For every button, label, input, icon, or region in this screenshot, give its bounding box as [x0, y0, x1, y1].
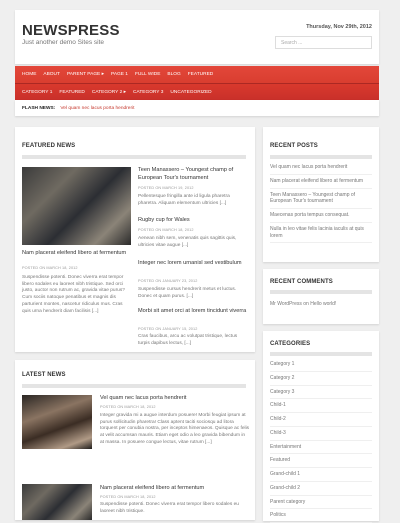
category-link[interactable]: Child-3: [270, 427, 372, 441]
nav-item[interactable]: HOME: [22, 72, 37, 77]
latest-post-meta: POSTED ON MARCH 18, 2012: [100, 405, 156, 409]
site-header: [15, 10, 379, 64]
section-divider: [270, 155, 372, 159]
featured-main-post-title[interactable]: Nam placerat eleifend libero at fermentum: [22, 250, 127, 256]
featured-post-title[interactable]: Integer nec lorem urnanisl sed vestibulum: [138, 260, 242, 266]
section-divider: [270, 290, 372, 294]
featured-post-excerpt: Suspendisse cursus hendrerit metus et luctus. Donec et quam purus. [...]: [138, 287, 237, 299]
comment-on-text: on: [303, 301, 309, 307]
recent-posts-widget: [263, 127, 379, 262]
main-navigation: [15, 66, 379, 100]
featured-post-title[interactable]: Teen Manassero – Youngest champ of European Tour's tournament: [138, 167, 234, 181]
category-nav-item[interactable]: CATEGORY 1: [22, 89, 53, 95]
category-link[interactable]: Grand-child 1: [270, 468, 372, 482]
latest-post-image[interactable]: [22, 395, 92, 449]
category-link[interactable]: Entertainment: [270, 441, 372, 455]
recent-posts-list: [270, 161, 372, 243]
nav-item[interactable]: FEATURED: [187, 72, 214, 77]
current-date: Thursday, Nov 29th, 2012: [306, 24, 372, 30]
category-link[interactable]: Featured: [270, 454, 372, 468]
recent-comment: [270, 301, 372, 308]
nav-item[interactable]: ABOUT: [43, 72, 60, 77]
section-divider: [270, 352, 372, 356]
nav-item[interactable]: PARENT PAGE ▸: [66, 72, 104, 77]
latest-post-title[interactable]: Vel quam nec lacus porta hendrerit: [100, 395, 187, 401]
recent-post-link[interactable]: Nulla in leo vitae felis lacinia iaculis at quis lorem: [270, 223, 372, 244]
latest-news-title: LATEST NEWS: [22, 372, 66, 378]
featured-post-excerpt: Cras faucibus, arcu ac volutpat tristique, lectus turpis dapibus lectus, [...]: [138, 334, 238, 346]
primary-menu: [15, 66, 379, 83]
category-link[interactable]: Parent category: [270, 496, 372, 510]
comment-post-link[interactable]: Hello world!: [310, 301, 337, 307]
recent-comments-widget: [263, 269, 379, 324]
category-link[interactable]: Grand-child 2: [270, 482, 372, 496]
latest-post-meta: POSTED ON MARCH 18, 2012: [100, 495, 156, 499]
comment-author-link[interactable]: Mr WordPress: [270, 301, 302, 307]
section-divider: [22, 155, 246, 159]
search-input[interactable]: Search ...: [275, 36, 372, 49]
latest-post-image[interactable]: [22, 484, 92, 520]
recent-comments-title: RECENT COMMENTS: [270, 279, 333, 285]
latest-post-excerpt: Suspendisse potenti. Donec viverra erat tempor libero sodales eu laoreet nibh tristique.: [100, 502, 239, 514]
category-link[interactable]: Politics: [270, 509, 372, 523]
site-title[interactable]: NEWSPRESS: [22, 22, 120, 39]
page: [15, 10, 379, 519]
flash-news-link[interactable]: Vel quam nec lacus porta hendrerit: [60, 105, 135, 111]
category-menu: [15, 83, 379, 100]
featured-main-post-excerpt: Suspendisse potenti. Donec viverra erat tempor libero sodales eu laoreet nibh tristique. Sed orci justo, auctor non rutrum ac, gravida vitae purus? Cum sociis natoque penatibus et magnis dis parturient montes, nascetur ridiculus mus. Cras quis urna hendrerit diam facilisis [...]: [22, 275, 125, 314]
nav-item[interactable]: PAGE 1: [111, 72, 128, 77]
latest-post-excerpt: Integer gravida mi a augue interdum posuere! Morbi feugiat ipsum at purus sollicitudin pharetra! Class aptent taciti sociosqu ad litora torquent per conubia nostra, per inceptos himenaeos. Quisque ac felis at velit accumsan mauris. Etiam eget odio a leo gravida bibendum in at massa. In posuere congue lectus, vitae rutrum [...]: [100, 413, 250, 445]
section-divider: [22, 384, 246, 388]
recent-post-link[interactable]: Nam placerat eleifend libero at fermentum: [270, 175, 372, 189]
category-nav-item[interactable]: CATEGORY 2 ▸: [91, 89, 127, 95]
recent-posts-title: RECENT POSTS: [270, 143, 318, 149]
featured-news-section: [15, 127, 255, 352]
latest-post-title[interactable]: Nam placerat eleifend libero at fermentum: [100, 485, 205, 491]
featured-post-meta: POSTED ON JANUARY 23, 2012: [138, 279, 198, 283]
category-link[interactable]: Category 3: [270, 386, 372, 400]
categories-title: CATEGORIES: [270, 341, 311, 347]
latest-news-section: [15, 360, 255, 520]
category-nav-item[interactable]: FEATURED: [59, 89, 85, 95]
nav-item[interactable]: FULL WIDE: [134, 72, 161, 77]
featured-post-title[interactable]: Rugby cup for Wales: [138, 217, 190, 223]
categories-widget: [263, 331, 379, 521]
category-nav-item[interactable]: UNCATEGORIZED: [170, 89, 212, 95]
category-link[interactable]: Child-1: [270, 399, 372, 413]
recent-post-link[interactable]: Vel quam nec lacus porta hendrerit: [270, 161, 372, 175]
featured-post-excerpt: Pellentesque fringilla ante id ligula pharetra pharetra. Aliquam elementum ultricies [...]: [138, 194, 230, 206]
recent-post-link[interactable]: Maecenas porta tempus consequat.: [270, 209, 372, 223]
featured-main-post-meta: POSTED ON MARCH 18, 2012: [22, 266, 78, 270]
category-link[interactable]: Category 2: [270, 372, 372, 386]
recent-post-link[interactable]: Teen Manassero – Youngest champ of European Tour's tournament: [270, 189, 372, 210]
featured-news-title: FEATURED NEWS: [22, 143, 76, 149]
featured-post-meta: POSTED ON MARCH 18, 2012: [138, 228, 194, 232]
category-nav-item[interactable]: CATEGORY 3: [133, 89, 164, 95]
flash-news-bar: [15, 100, 379, 116]
site-tagline: Just another demo Sites site: [22, 39, 105, 46]
category-link[interactable]: Child-2: [270, 413, 372, 427]
category-link[interactable]: Category 1: [270, 358, 372, 372]
featured-post-title[interactable]: Morbi sit amet orci at lorem tincidunt viverra: [138, 308, 247, 314]
featured-post-meta: POSTED ON MARCH 19, 2012: [138, 186, 194, 190]
featured-post-meta: POSTED ON JANUARY 15, 2012: [138, 327, 198, 331]
flash-news-label: FLASH NEWS:: [22, 105, 56, 111]
nav-item[interactable]: BLOG: [167, 72, 181, 77]
featured-main-image[interactable]: [22, 167, 131, 245]
featured-post-excerpt: Aenean nibh sem, venenatis quis sagittis quis, ultricies vitae augue [...]: [138, 236, 237, 248]
categories-list: [270, 358, 372, 523]
